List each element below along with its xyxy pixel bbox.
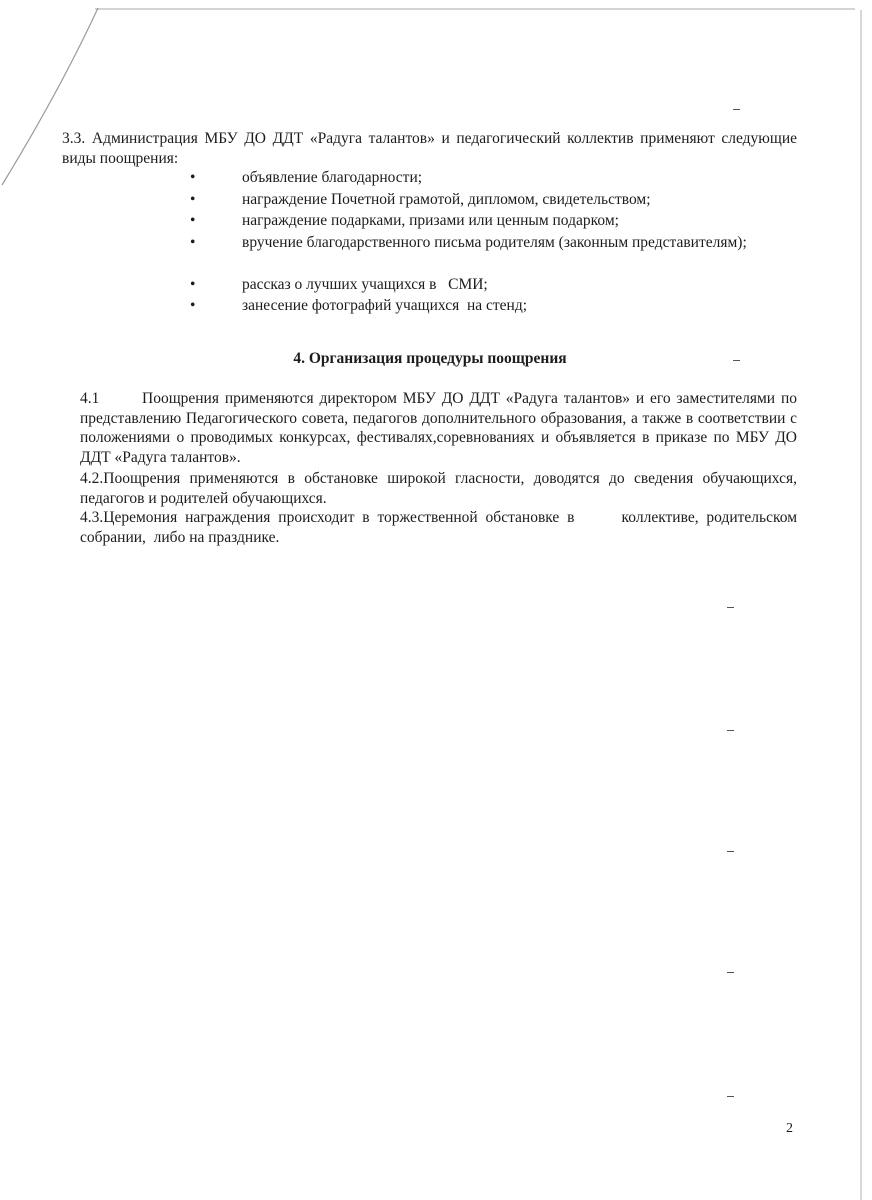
- document-page: 3.3. Администрация МБУ ДО ДДТ «Радуга талантов» и педагогический коллектив применяют следующие виды поощрения: • объявление благодарности; • награждение Почетной грамотой, дипломом, свидетельством; • награждение подарками, призами или ценным подарком; • вручение благодарственного письма родителям (законным представителям); • рассказ о лучших учащихся в СМИ; • занесение фотографий учащихся на стенд; 4. Организация процедуры поощрения 4.1 Поощрения применяются директором МБУ ДО ДДТ «Радуга талантов» и его заместителями по представлению Педагогического совета, педагогов дополнительного образования, а также в соответствии с положениями о проводимых конкурсах, фестивалях,соревнованиях и объявляется в приказе по МБУ ДО ДДТ «Радуга талантов». 4.2.Поощрения применяются в обстановке широкой гласности, доводятся до сведения обучающихся, педагогов и родителей обучающихся. 4.3.Церемония награждения происходит в торжественной обстановке в коллективе, родительском собрании, либо на празднике. 2: [0, 0, 872, 1200]
- scan-mark: [727, 730, 734, 731]
- scan-edge-top: [95, 8, 855, 10]
- scan-edge-right: [860, 10, 862, 1200]
- scan-mark: [727, 1096, 734, 1097]
- bullet-icon: •: [190, 212, 196, 229]
- bullet-icon: •: [190, 276, 196, 293]
- scan-fold-curve: [0, 0, 120, 200]
- bullet-icon: •: [190, 297, 196, 314]
- scan-mark: [727, 607, 734, 608]
- scan-mark: [727, 972, 734, 973]
- bullet-icon: •: [190, 191, 196, 208]
- scan-mark: [727, 851, 734, 852]
- paragraph-4-2: 4.2.Поощрения применяются в обстановке широкой гласности, доводятся до сведения обучающихся, педагогов и родителей обучающихся.: [80, 470, 797, 507]
- bullet-icon: •: [190, 169, 196, 186]
- scan-mark: [733, 109, 740, 110]
- paragraph-3-3: 3.3. Администрация МБУ ДО ДДТ «Радуга талантов» и педагогический коллектив применяют следующие виды поощрения:: [62, 130, 797, 167]
- paragraph-4-1: Поощрения применяются директором МБУ ДО ДДТ «Радуга талантов» и его заместителями по представлению Педагогического совета, педагогов дополнительного образования, а также в соответствии с положениями о проводимых конкурсах, фестивалях,соревнованиях и объявляется в приказе по МБУ ДО ДДТ «Радуга талантов».: [80, 390, 797, 466]
- paragraph-4-1-number: 4.1: [80, 390, 100, 407]
- page-number: 2: [786, 1121, 793, 1136]
- section-heading: 4. Организация процедуры поощрения: [293, 350, 567, 367]
- bullet-icon: •: [190, 234, 196, 251]
- paragraph-4-3: 4.3.Церемония награждения происходит в торжественной обстановке в коллективе, родительском собрании, либо на празднике.: [80, 509, 801, 546]
- list-item-wrapped: вручение благодарственного письма родителям (законным представителям);: [242, 234, 747, 251]
